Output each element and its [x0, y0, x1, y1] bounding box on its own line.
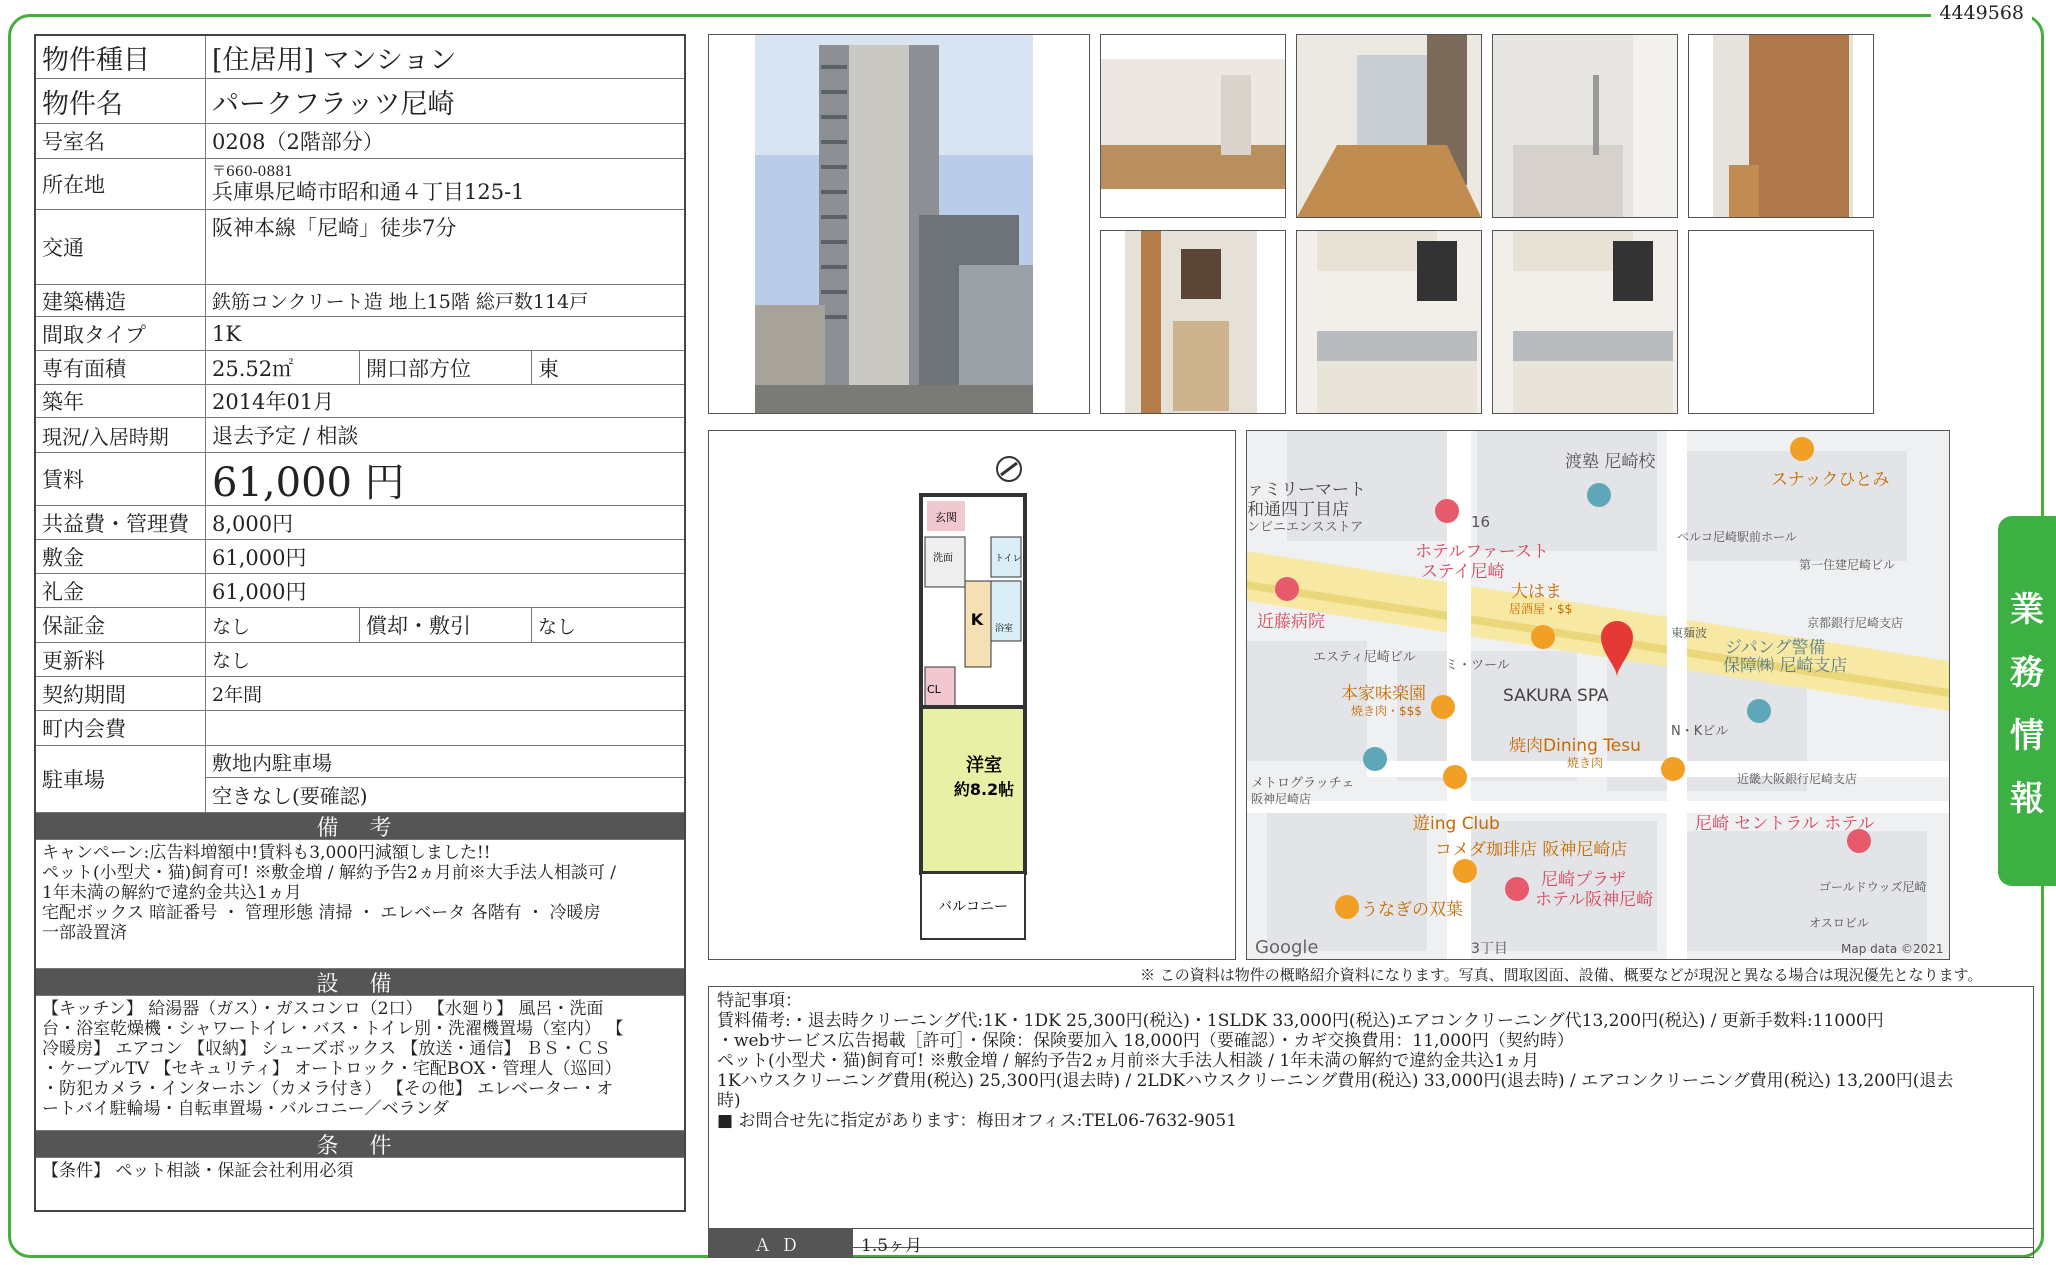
value: 空きなし(要確認) [212, 784, 368, 808]
row-contract [36, 677, 684, 711]
value: 敷地内駐車場 [206, 746, 684, 778]
remarks-line: 1年未満の解約で違約金共込1ヵ月 [42, 883, 302, 903]
bath-label: 浴室 [995, 624, 1014, 634]
value: 1K [212, 321, 242, 346]
map-label: 保障㈱ 尼崎支店 [1723, 656, 1848, 676]
conditions-line: 【条件】 ペット相談・保証会社利用必須 [42, 1161, 354, 1181]
row-renewal [36, 643, 684, 677]
label: 物件種目 [36, 36, 206, 78]
map-label: ホテルファースト [1415, 542, 1549, 562]
notes-line: 時) [717, 1091, 741, 1111]
building-exterior-photo[interactable] [708, 34, 1090, 414]
map-label: 焼き肉・$$$ [1351, 704, 1422, 718]
toilet-label: トイレ [995, 554, 1022, 564]
facilities-line: 台・浴室乾燥機・シャワートイレ・バス・トイレ別・洗濯機置場（室内） 【 [42, 1019, 624, 1039]
map-label: 渡塾 尼崎校 [1565, 452, 1656, 472]
map-label: ンビニエンスストア [1247, 520, 1364, 535]
remarks-body [36, 840, 684, 969]
map-label: 居酒屋・$$ [1509, 602, 1573, 616]
sakura-spa-label: SAKURA SPA [1503, 686, 1609, 706]
row-area [36, 351, 684, 385]
value: [住居用] マンション [212, 44, 457, 76]
label: 保証金 [36, 608, 206, 642]
floor-plan[interactable] [708, 430, 1236, 960]
label: 開口部方位 [360, 351, 532, 384]
map-label: 阪神尼崎店 [1251, 792, 1312, 806]
value: 2014年01月 [212, 390, 335, 414]
label: 共益費・管理費 [36, 506, 206, 539]
label: 町内会費 [36, 711, 206, 745]
map-label: ミ・ツール [1445, 658, 1510, 673]
label: 礼金 [36, 574, 206, 607]
label: 契約期間 [36, 677, 206, 710]
value: 8,000円 [212, 511, 294, 536]
row-room [36, 124, 684, 159]
row-town-fee [36, 711, 684, 746]
remarks-line: キャンペーン:広告料増額中!賃料も3,000円減額しました!! [42, 843, 491, 863]
label: 敷金 [36, 540, 206, 573]
washroom-photo[interactable] [1100, 230, 1286, 414]
value [206, 711, 684, 745]
value: 61,000円 [212, 579, 307, 604]
row-structure [36, 285, 684, 317]
remarks-line: 宅配ボックス 暗証番号 ・ 管理形態 清掃 ・ エレベータ 各階有 ・ 冷暖房 [42, 903, 601, 923]
map-label: ステイ尼崎 [1421, 562, 1505, 582]
disclaimer: ※ この資料は物件の概略紹介資料になります。写真、間取図面、設備、概要などが現況と異なる場合は現況優先となります。 [1140, 966, 1983, 984]
value: 0208（2階部分） [212, 130, 384, 154]
value: 阪神本線「尼崎」徒歩7分 [212, 216, 457, 240]
row-status [36, 418, 684, 453]
kitchen-label: K [970, 610, 984, 629]
map-label: 遊ing Club [1413, 814, 1500, 834]
map-label: 第一住建尼崎ビル [1799, 558, 1896, 572]
value: なし [538, 615, 577, 638]
rent-value: 61,000 円 [212, 459, 405, 505]
facilities-header: 設 備 [36, 969, 684, 996]
closet-photo[interactable] [1688, 34, 1874, 218]
notes-line: ペット(小型犬・猫)飼育可! ※敷金増 / 解約予告2ヵ月前※大手法人相談 / 1年未満の解約で違約金共込1ヵ月 [717, 1051, 1540, 1071]
room-size: 約8.2帖 [953, 780, 1015, 799]
room-photo-1[interactable] [1100, 34, 1286, 218]
room-label: 洋室 [966, 755, 1002, 776]
map-label: 16 [1471, 513, 1491, 531]
map-label: 和通四丁目店 [1247, 500, 1349, 520]
value: 鉄筋コンクリート造 地上15階 総戸数114戸 [212, 291, 589, 313]
notes-line: 賃料備考:・退去時クリーニング代:1K・1DK 25,300円(税込)・1SLDK 33,000円(税込)エアコンクリーニング代13,200円(税込) / 更新手数料:11000円 [717, 1011, 1884, 1031]
row-address [36, 159, 684, 210]
bathroom-photo[interactable] [1492, 34, 1678, 218]
facilities-line: 【キッチン】 給湯器（ガス）・ガスコンロ（2口） 【水廻り】 風呂・洗面 [42, 999, 604, 1019]
location-map[interactable] [1246, 430, 1950, 960]
ad-label: ＡＤ [709, 1229, 853, 1257]
side-tab-char: 務 [2010, 653, 2044, 693]
label: 間取タイプ [36, 317, 206, 350]
conditions-header: 条 件 [36, 1131, 684, 1158]
map-label: 尼崎プラザ [1541, 870, 1626, 890]
side-tab-char: 情 [2010, 716, 2044, 756]
map-label: 焼き肉 [1567, 756, 1604, 770]
row-parking [36, 746, 684, 813]
remarks-line: ペット(小型犬・猫)飼育可! ※敷金増 / 解約予告2ヵ月前※大手法人相談可 / [42, 863, 616, 883]
notes-line: 特記事項： [717, 991, 802, 1011]
value: なし [212, 650, 251, 672]
row-type [36, 36, 684, 79]
property-table [34, 34, 686, 1212]
map-label: ゴールドウッズ尼崎 [1819, 880, 1927, 894]
map-label: 近藤病院 [1257, 612, 1325, 632]
label: 賃料 [36, 453, 206, 505]
room-photo-2[interactable] [1296, 34, 1482, 218]
map-label: エスティ尼崎ビル [1313, 650, 1416, 665]
kitchen-photo-1[interactable] [1296, 230, 1482, 414]
conditions-body [36, 1158, 684, 1210]
row-fee [36, 506, 684, 540]
row-layout [36, 317, 684, 351]
map-label: スナックひとみ [1771, 470, 1890, 490]
map-label: 尼崎 セントラル ホテル [1695, 814, 1875, 834]
google-logo: Google [1255, 937, 1319, 958]
closet-label: CL [927, 683, 941, 696]
remarks-header: 備 考 [36, 813, 684, 840]
map-label: うなぎの双葉 [1361, 900, 1463, 920]
notes-line: ■ お問合せ先に指定があります：梅田オフィス:TEL06-7632-9051 [717, 1111, 1238, 1131]
map-label: オスロビル [1809, 916, 1869, 930]
empty-photo-slot [1688, 230, 1874, 414]
special-notes [708, 986, 2034, 1248]
ad-value: 1.5ヶ月 [861, 1235, 923, 1256]
side-tab-char: 報 [2010, 779, 2044, 819]
label: 更新料 [36, 643, 206, 676]
map-label: メトログラッチェ [1251, 776, 1355, 791]
label: 所在地 [36, 159, 206, 209]
balcony-label: バルコニー [938, 899, 1008, 915]
map-label: 京都銀行尼崎支店 [1807, 616, 1904, 630]
facilities-line: 冷暖房】 エアコン 【収納】 シューズボックス 【放送・通信】 ＢＳ・ＣＳ [42, 1039, 611, 1059]
label: 建築構造 [36, 285, 206, 316]
value: 61,000円 [212, 545, 307, 570]
business-info-tab[interactable] [1998, 516, 2056, 886]
facilities-line: ・防犯カメラ・インターホン（カメラ付き） 【その他】 エレベーター・オ [42, 1079, 614, 1099]
row-built [36, 385, 684, 418]
facilities-line: ・ケーブルTV 【セキュリティ】 オートロック・宅配BOX・管理人（巡回） [42, 1059, 622, 1079]
side-tab-char: 業 [2010, 590, 2044, 630]
label: 償却・敷引 [360, 608, 532, 642]
map-attribution: Map data ©2021 [1841, 942, 1944, 956]
row-guarantee [36, 608, 684, 643]
label: 駐車場 [36, 746, 206, 812]
value: 25.52㎡ [206, 351, 360, 384]
value: なし [206, 608, 360, 642]
map-label: 近畿大阪銀行尼崎支店 [1737, 772, 1858, 786]
map-label: 大はま [1511, 582, 1562, 602]
label: 現況/入居時期 [36, 418, 206, 452]
row-deposit [36, 540, 684, 574]
property-name: パークフラッツ尼崎 [212, 88, 455, 120]
row-key-money [36, 574, 684, 608]
map-label: 東麺波 [1671, 626, 1708, 640]
map-label: ァミリーマート [1247, 480, 1366, 500]
entrance-label: 玄関 [935, 511, 957, 524]
label: 築年 [36, 385, 206, 417]
label: 専有面積 [36, 351, 206, 384]
map-label: ジパング警備 [1725, 638, 1826, 658]
map-label: 3丁目 [1471, 941, 1508, 957]
document-id: 4449568 [1931, 2, 2032, 24]
remarks-line: 一部設置済 [42, 923, 127, 943]
map-label: N・Kビル [1671, 724, 1729, 739]
address: 兵庫県尼崎市昭和通４丁目125-1 [212, 180, 525, 204]
label: 交通 [36, 210, 206, 284]
value: 2年間 [212, 684, 263, 706]
notes-line: 1Kハウスクリーニング費用(税込) 25,300円(退去時) / 2LDKハウスクリーニング費用(税込) 33,000円(退去時) / エアコンクリーニング費用(税込) 13,200円(退去 [717, 1071, 1954, 1091]
map-label: コメダ珈琲店 阪神尼崎店 [1435, 840, 1628, 860]
map-label: ホテル阪神尼崎 [1535, 890, 1654, 910]
postal-code: 〒660-0881 [212, 164, 294, 180]
label: 号室名 [36, 124, 206, 158]
kitchen-photo-2[interactable] [1492, 230, 1678, 414]
map-label: ベルコ尼崎駅前ホール [1677, 530, 1797, 544]
wash-label: 洗面 [933, 553, 953, 564]
map-label: 焼肉Dining Tesu [1509, 736, 1641, 756]
ad-bar [708, 1228, 2034, 1258]
value: 退去予定 / 相談 [212, 424, 359, 448]
row-traffic [36, 210, 684, 285]
row-name [36, 79, 684, 124]
row-rent [36, 453, 684, 506]
value: 東 [538, 356, 559, 381]
map-label: 本家味楽園 [1341, 684, 1426, 704]
label: 物件名 [36, 79, 206, 123]
facilities-body [36, 996, 684, 1131]
notes-line: ・webサービス広告掲載［許可］・保険：保険要加入 18,000円（要確認）・カギ交換費用：11,000円（契約時） [717, 1031, 1574, 1051]
facilities-line: ートバイ駐輪場・自転車置場・バルコニー／ベランダ [42, 1099, 449, 1119]
